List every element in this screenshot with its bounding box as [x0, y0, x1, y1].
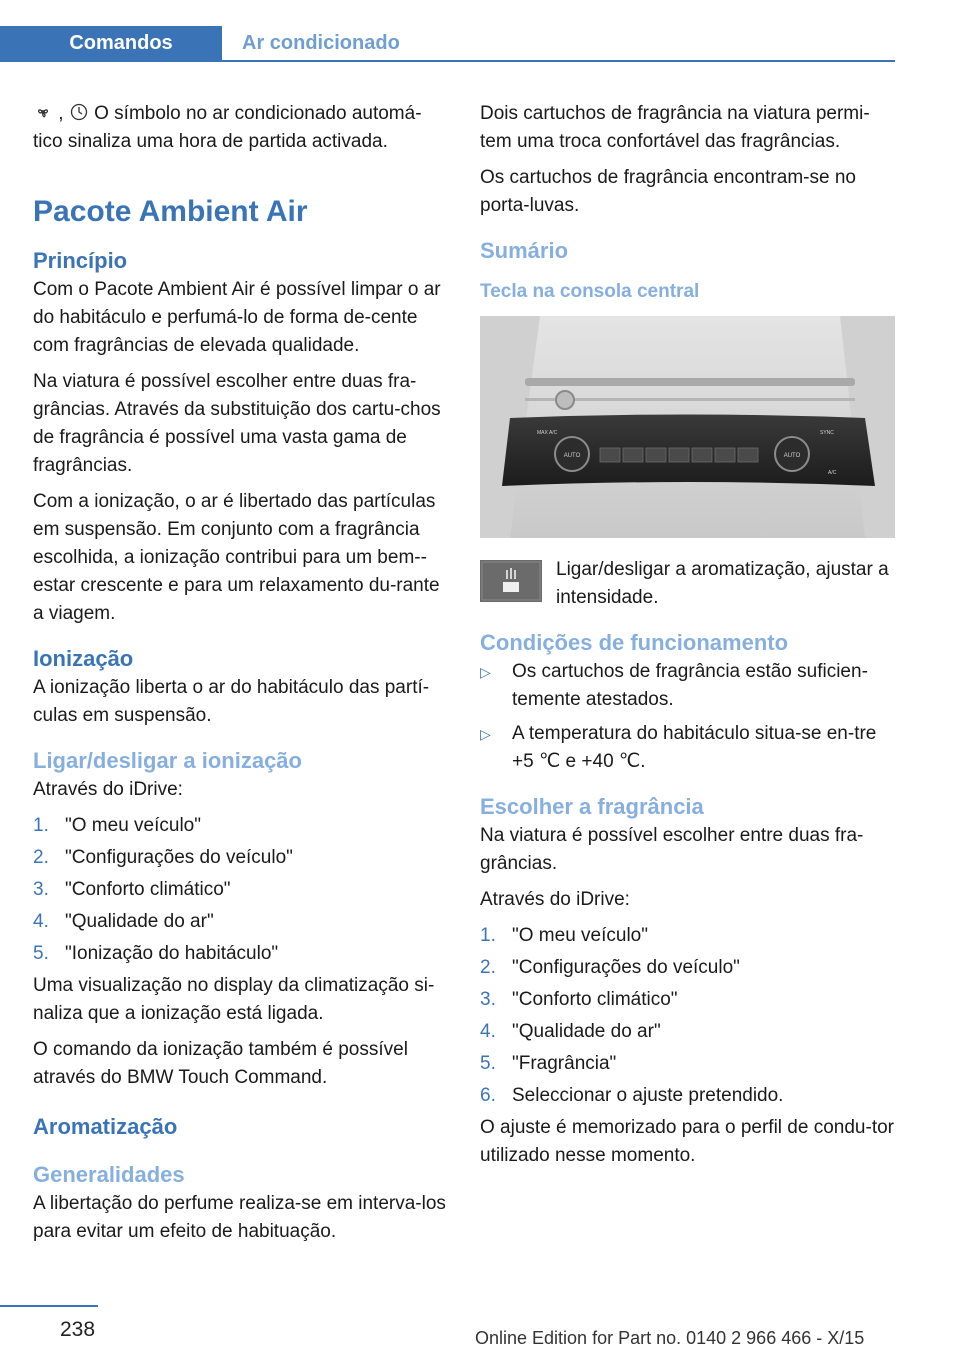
list-item	[480, 1018, 896, 1046]
ionizacao-heading: Ionização	[33, 646, 134, 671]
ionizacao-paragraph: A ionização liberta o ar do habitáculo das partí-culas em suspensão.	[33, 677, 430, 726]
condition-text: Os cartuchos de fragrância estão suficien-temente atestados.	[512, 661, 868, 710]
step-number: 3.	[33, 879, 49, 900]
step-text: "Qualidade do ar"	[512, 1021, 661, 1042]
step-number: 4.	[33, 911, 49, 932]
step-number: 3.	[480, 989, 496, 1010]
right-column	[480, 100, 896, 1178]
tecla-heading: Tecla na consola central	[480, 281, 700, 302]
principio-paragraph-2: Na viatura é possível escolher entre duas fra-grâncias. Através da substituição dos cartu-chos de fragrância é possível uma vasta gama de fragrâncias.	[33, 371, 441, 476]
intro-paragraph	[33, 100, 448, 156]
list-item	[480, 986, 896, 1014]
after-paragraph-2: O comando da ionização também é possível através do BMW Touch Command.	[33, 1039, 408, 1088]
page-header	[0, 0, 895, 62]
edition-footer: Online Edition for Part no. 0140 2 966 466 - X/15	[475, 1328, 865, 1348]
aroma-key-description: Ligar/desligar a aromatização, ajustar a intensidade.	[556, 559, 889, 608]
list-item	[480, 954, 896, 982]
generalidades-heading: Generalidades	[33, 1162, 185, 1187]
step-text: "O meu veículo"	[65, 815, 201, 836]
bullet-triangle-icon: ▷	[480, 664, 491, 680]
center-console-photo	[480, 316, 895, 538]
left-column	[33, 100, 448, 1254]
list-item	[33, 876, 448, 904]
step-text: "O meu veículo"	[512, 925, 648, 946]
step-text: "Conforto climático"	[512, 989, 678, 1010]
right-paragraph-1: Dois cartuchos de fragrância na viatura permi-tem uma troca confortável das fragrâncias.	[480, 103, 870, 152]
section-title: Pacote Ambient Air	[33, 195, 308, 228]
step-text: "Configurações do veículo"	[65, 847, 293, 868]
bullet-triangle-icon: ▷	[480, 726, 491, 742]
escolher-heading: Escolher a fragrância	[480, 794, 704, 819]
list-item	[33, 812, 448, 840]
header-rule	[0, 60, 895, 62]
step-text: "Conforto climático"	[65, 879, 231, 900]
aroma-key-icon	[480, 560, 542, 602]
fragrancia-steps-list	[480, 922, 896, 1110]
panel-max-ac: MAX A/C	[537, 430, 558, 436]
principio-heading: Princípio	[33, 248, 128, 273]
intro-separator: ,	[58, 103, 64, 124]
aroma-key-row	[480, 556, 896, 612]
tab-comandos-label: Comandos	[69, 31, 173, 54]
list-item	[480, 922, 896, 950]
sumario-heading: Sumário	[480, 238, 569, 263]
step-number: 1.	[33, 815, 49, 836]
step-text: Seleccionar o ajuste pretendido.	[512, 1085, 784, 1106]
list-item	[480, 720, 896, 776]
step-text: "Fragrância"	[512, 1053, 617, 1074]
step-number: 4.	[480, 1021, 496, 1042]
list-item	[33, 908, 448, 936]
list-item	[480, 658, 896, 714]
list-item	[33, 844, 448, 872]
principio-paragraph-3: Com a ionização, o ar é libertado das partículas em suspensão. Em conjunto com a fragrância escolhida, a ionização contribui para um bem--estar crescente e para um relaxamento du-rante a viagem.	[33, 491, 440, 624]
panel-ac: A/C	[828, 470, 837, 476]
panel-sync: SYNC	[820, 430, 834, 436]
step-text: "Configurações do veículo"	[512, 957, 740, 978]
condicoes-list	[480, 658, 896, 776]
tab-ar-condicionado[interactable]	[222, 26, 400, 60]
generalidades-paragraph: A libertação do perfume realiza-se em interva-los para evitar um efeito de habituação.	[33, 1193, 446, 1242]
step-number: 6.	[480, 1085, 496, 1106]
after-paragraph-1: Uma visualização no display da climatização si-naliza que a ionização está ligada.	[33, 975, 435, 1024]
tab-comandos[interactable]	[0, 26, 222, 60]
footer-rule	[0, 1305, 98, 1307]
clock-symbol-icon	[69, 102, 89, 122]
ligar-paragraph: Através do iDrive:	[33, 779, 183, 800]
step-number: 5.	[33, 943, 49, 964]
step-number: 1.	[480, 925, 496, 946]
tab-ar-condicionado-label: Ar condicionado	[242, 31, 400, 54]
panel-auto-right: AUTO	[783, 453, 801, 459]
principio-paragraph-1: Com o Pacote Ambient Air é possível limpar o ar do habitáculo e perfumá-lo de forma de-cente com fragrâncias de elevada qualidade.	[33, 279, 441, 356]
step-number: 2.	[480, 957, 496, 978]
fan-symbol-icon	[33, 102, 53, 122]
ionizacao-steps-list	[33, 812, 448, 968]
escolher-paragraph-2: Através do iDrive:	[480, 889, 630, 910]
condicoes-heading: Condições de funcionamento	[480, 630, 789, 655]
escolher-paragraph-1: Na viatura é possível escolher entre duas fra-grâncias.	[480, 825, 864, 874]
list-item	[480, 1082, 896, 1110]
step-number: 5.	[480, 1053, 496, 1074]
condition-text: A temperatura do habitáculo situa-se en-tre +5 ℃ e +40 ℃.	[512, 723, 877, 772]
list-item	[480, 1050, 896, 1078]
panel-auto-left: AUTO	[563, 453, 581, 459]
aromatizacao-heading: Aromatização	[33, 1114, 178, 1139]
step-text: "Qualidade do ar"	[65, 911, 214, 932]
final-paragraph: O ajuste é memorizado para o perfil de condu-tor utilizado nesse momento.	[480, 1117, 894, 1166]
step-number: 2.	[33, 847, 49, 868]
ligar-heading: Ligar/desligar a ionização	[33, 748, 302, 773]
list-item	[33, 940, 448, 968]
intro-text: O símbolo no ar condicionado automá-tico sinaliza uma hora de partida activada.	[33, 103, 422, 152]
step-text: "Ionização do habitáculo"	[65, 943, 279, 964]
right-paragraph-2: Os cartuchos de fragrância encontram-se no porta-luvas.	[480, 167, 856, 216]
page-number: 238	[60, 1318, 96, 1341]
